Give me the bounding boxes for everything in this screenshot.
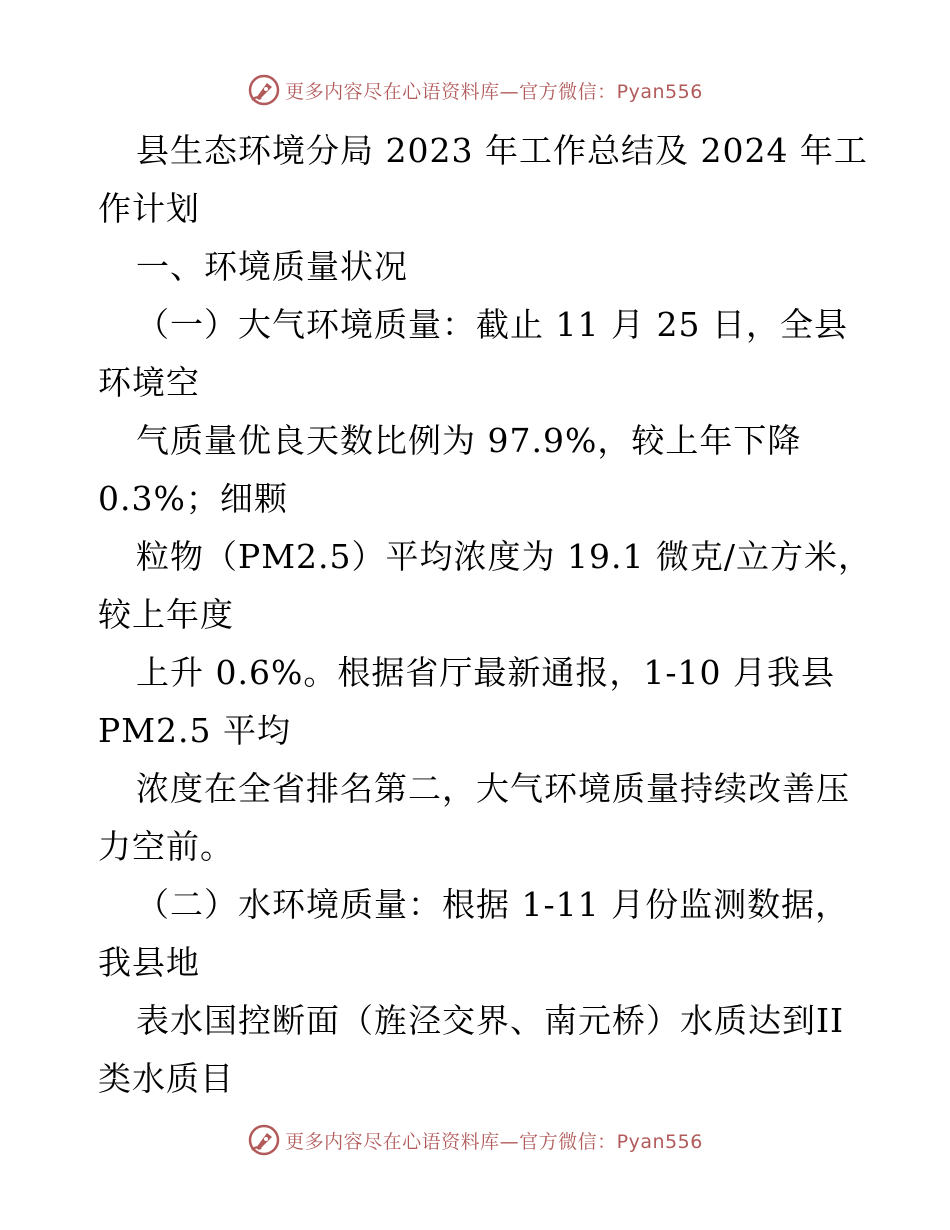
- text-line: 我县地: [98, 943, 200, 982]
- text-line: 气质量优良天数比例为 97.9%，较上年下降: [136, 421, 802, 460]
- document-body: [98, 122, 873, 1108]
- text-line: 县生态环境分局 2023 年工作总结及 2024 年工: [136, 131, 868, 170]
- text-line: 力空前。: [98, 827, 234, 866]
- footer-banner-text: 更多内容尽在心语资料库—官方微信：Pyan556: [285, 1130, 703, 1153]
- text-line: 环境空: [98, 363, 200, 402]
- section-heading: 一、环境质量状况: [136, 247, 408, 286]
- text-line: 0.3%；细颗: [98, 479, 288, 518]
- text-line: （一）大气环境质量：截止 11 月 25 日，全县: [136, 305, 848, 344]
- pen-nib-logo-icon: [247, 73, 281, 107]
- text-line: 表水国控断面（旌泾交界、南元桥）水质达到II: [136, 1001, 845, 1040]
- text-line: 粒物（PM2.5）平均浓度为 19.1 微克/立方米，: [136, 537, 873, 576]
- text-line: PM2.5 平均: [98, 711, 291, 750]
- text-line: 类水质目: [98, 1059, 234, 1098]
- pen-nib-logo-icon: [247, 1123, 281, 1157]
- text-line: 作计划: [98, 189, 200, 228]
- text-line: （二）水环境质量：根据 1-11 月份监测数据，: [136, 885, 850, 924]
- header-banner[interactable]: [0, 70, 950, 110]
- header-banner-text: 更多内容尽在心语资料库—官方微信：Pyan556: [285, 80, 703, 103]
- text-line: 较上年度: [98, 595, 234, 634]
- footer-banner[interactable]: [0, 1120, 950, 1160]
- text-line: 浓度在全省排名第二，大气环境质量持续改善压: [136, 769, 850, 808]
- text-line: 上升 0.6%。根据省厅最新通报，1-10 月我县: [136, 653, 835, 692]
